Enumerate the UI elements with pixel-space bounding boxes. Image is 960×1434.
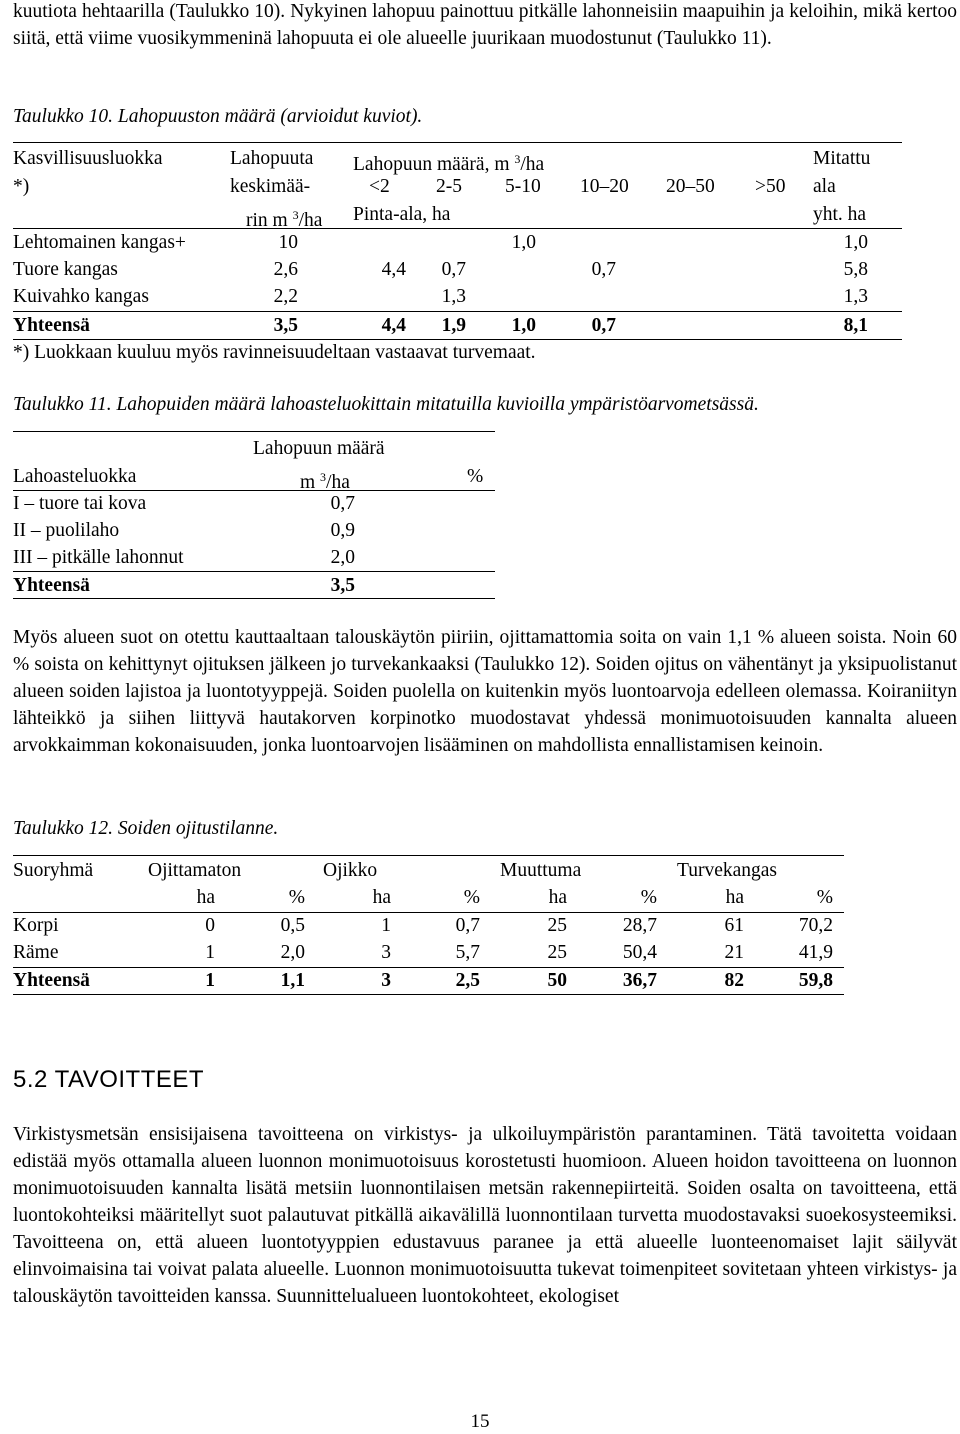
t10-r2-avg: 2,6 [273,259,298,280]
t12-total-v3: 3 [381,970,391,991]
t12-h-g2: Ojikko [323,860,378,881]
t12-r2-v4: 5,7 [455,942,480,963]
t12-r1-v6: 28,7 [622,915,657,936]
t12-r2-v1: 1 [205,942,215,963]
t10-total-avg: 3,5 [273,315,298,336]
t12-h-ha-3: ha [548,887,567,908]
t10-h-col2-l2: keskimää- [230,176,311,197]
t11-total-name: Yhteensä [13,575,90,596]
t12-r2-v2: 2,0 [280,942,305,963]
table10-top-rule [13,142,902,143]
table12-header-rule [13,912,844,913]
t10-h-group-l3: Pinta-ala, ha [353,204,451,225]
t10-h-class-10-20: 10–20 [580,176,629,197]
t12-h-pct-1: % [288,887,305,908]
table11-total-rule [13,571,495,572]
t12-h-ha-2: ha [372,887,391,908]
t11-h-col3: % [467,466,484,487]
t10-h-group-l1: Lahopuun määrä, m $^3$/ha [353,152,545,175]
t10-total-lt2: 4,4 [381,315,406,336]
t10-r1-5-10: 1,0 [511,232,536,253]
t11-h-col2-l1: Lahopuun määrä [253,438,385,459]
t10-r1-total: 1,0 [843,232,868,253]
t11-r2-name: II – puolilaho [13,520,120,541]
t10-total-total: 8,1 [843,315,868,336]
t12-total-v1: 1 [205,970,215,991]
t12-h-pct-4: % [816,887,833,908]
t12-h-g4: Turvekangas [677,860,778,881]
t10-r3-avg: 2,2 [273,286,298,307]
t12-total-v4: 2,5 [455,970,480,991]
t11-r1-value: 0,7 [330,493,355,514]
t12-total-v7: 82 [724,970,744,991]
intro-paragraph: kuutiota hehtaarilla (Taulukko 10). Nykyinen lahopuu painottuu pitkälle lahonneisiin maapuihin ja keloihin, mikä kertoo siitä, että viime vuosikymmeninä lahopuuta ei ole alueelle juurikaan muodostunut (Taulukko 11). [13,1,957,49]
section-heading: 5.2 TAVOITTEET [13,1066,205,1093]
table12-bottom-rule [13,994,844,995]
t12-r2-name: Räme [13,942,59,963]
t10-h-last-l2: ala [813,176,836,197]
t10-h-class-5-10: 5-10 [505,176,541,197]
t10-r2-2-5: 0,7 [441,259,466,280]
t11-total-value: 3,5 [330,575,355,596]
t12-r1-v1: 0 [205,915,215,936]
t12-r1-v8: 70,2 [798,915,833,936]
t11-r3-value: 2,0 [330,547,355,568]
t12-h-ha-1: ha [196,887,215,908]
t11-r1-name: I – tuore tai kova [13,493,147,514]
t12-h-col1: Suoryhmä [13,860,94,881]
t10-h-class-20-50: 20–50 [666,176,715,197]
page-number: 15 [470,1411,490,1432]
t10-total-2-5: 1,9 [441,315,466,336]
t10-total-10-20: 0,7 [591,315,616,336]
table11-top-rule [13,431,495,432]
t12-h-ha-4: ha [725,887,744,908]
table12-total-rule [13,967,844,968]
t12-r1-name: Korpi [13,915,59,936]
table10-header-rule [13,228,902,229]
table10-caption: Taulukko 10. Lahopuuston määrä (arvioidut kuviot). [13,106,423,127]
t11-h-col1: Lahoasteluokka [13,466,137,487]
t12-r1-v4: 0,7 [455,915,480,936]
t10-r3-name: Kuivahko kangas [13,286,149,307]
t12-total-v8: 59,8 [798,970,833,991]
table12-top-rule [13,855,844,856]
t12-h-pct-3: % [640,887,657,908]
t10-h-col2-l1: Lahopuuta [230,148,314,169]
t12-r2-v8: 41,9 [798,942,833,963]
t12-r2-v6: 50,4 [622,942,657,963]
t12-r2-v7: 21 [724,942,744,963]
t12-total-v5: 50 [547,970,567,991]
t10-r2-lt2: 4,4 [381,259,406,280]
t10-r3-total: 1,3 [843,286,868,307]
t12-h-g1: Ojittamaton [148,860,242,881]
t11-h-col2-l2: m $^3$/ha [300,470,350,493]
t10-h-last-l1: Mitattu [813,148,871,169]
t10-r2-10-20: 0,7 [591,259,616,280]
t10-h-class-gt50: >50 [755,176,786,197]
t10-h-last-l3: yht. ha [813,204,867,225]
t10-h-class-lt2: <2 [369,176,390,197]
t10-h-col2-l3: rin m $^3$/ha [246,208,323,231]
t10-h-col1-l1: Kasvillisuusluokka [13,148,163,169]
t10-r1-avg: 10 [278,232,298,253]
t10-total-5-10: 1,0 [511,315,536,336]
table12-caption: Taulukko 12. Soiden ojitustilanne. [13,818,279,839]
paragraph-tavoitteet: Virkistysmetsän ensisijaisena tavoitteena on virkistys- ja ulkoiluympäristön parantaminen. Tätä tavoitetta voidaan edistää myös ottamalla alueen luonnon monimuotoisuus korostetusti huomioon. Alueen hoidon tavoitteena on luonnon monimuotoisuuden kannalta lisätä metsiin luonnontilaisen metsän rakennepiirteitä. Soiden osalta on tavoitteena, että luontokohteiksi määritellyt suot palautuvat pitkällä aikavälillä luonnontilaan turvetta muodostavaksi suoekosysteemiksi. Tavoitteena on, että alueen luontotyyppien edustavuus paranee ja että alueelle luonteenomaiset lajit säilyvät elinvoimaisina tai voivat palata alueelle. Luonnon monimuotoisuutta tukevat toimenpiteet sovitetaan yhteen virkistys- ja talouskäytön tavoitteiden kanssa. Suunnittelualueen luontokohteet, ekologiset [13,1124,957,1307]
t12-r1-v7: 61 [724,915,744,936]
table11-bottom-rule [13,598,495,599]
t12-total-v6: 36,7 [622,970,657,991]
t12-h-pct-2: % [463,887,480,908]
t12-r2-v3: 3 [381,942,391,963]
t10-r3-2-5: 1,3 [441,286,466,307]
table11-header-rule [13,490,495,491]
t12-r1-v2: 0,5 [280,915,305,936]
t10-r2-name: Tuore kangas [13,259,118,280]
t10-h-col1-l2: *) [13,176,30,197]
t12-total-v2: 1,1 [280,970,305,991]
t12-r1-v3: 1 [381,915,391,936]
table10-total-rule [13,311,902,312]
t12-h-g3: Muuttuma [500,860,582,881]
table11-caption: Taulukko 11. Lahopuiden määrä lahoasteluokittain mitatuilla kuvioilla ympäristöarvometsässä. [13,394,759,415]
t10-h-class-2-5: 2-5 [436,176,462,197]
table10-footnote: *) Luokkaan kuuluu myös ravinneisuudeltaan vastaavat turvemaat. [13,342,536,363]
t10-total-name: Yhteensä [13,315,90,336]
paragraph-suot: Myös alueen suot on otettu kauttaaltaan talouskäytön piiriin, ojittamattomia soita on vain 1,1 % alueen soista. Noin 60 % soista on kehittynyt ojituksen jälkeen jo turvekankaaksi (Taulukko 12). Soiden ojitus on vähentänyt ja yksipuolistanut alueen soiden lajistoa ja luontotyyppejä. Soiden puolella on kuitenkin myös luontoarvoja edelleen olemassa. Koiraniityn lähteikkö ja siihen liittyvä hautakorven korpinotko muodostavat yhdessä monimuotoisuuden kannalta alueen arvokkaimman kokonaisuuden, jonka luontoarvojen lisääminen on mahdollista ennallistamisen keinoin. [13,627,957,756]
t12-total-name: Yhteensä [13,970,90,991]
t12-r2-v5: 25 [547,942,567,963]
t10-r1-name: Lehtomainen kangas+ [13,232,186,253]
table10-bottom-rule [13,339,902,340]
t11-r3-name: III – pitkälle lahonnut [13,547,184,568]
t12-r1-v5: 25 [547,915,567,936]
t11-r2-value: 0,9 [330,520,355,541]
t10-r2-total: 5,8 [843,259,868,280]
